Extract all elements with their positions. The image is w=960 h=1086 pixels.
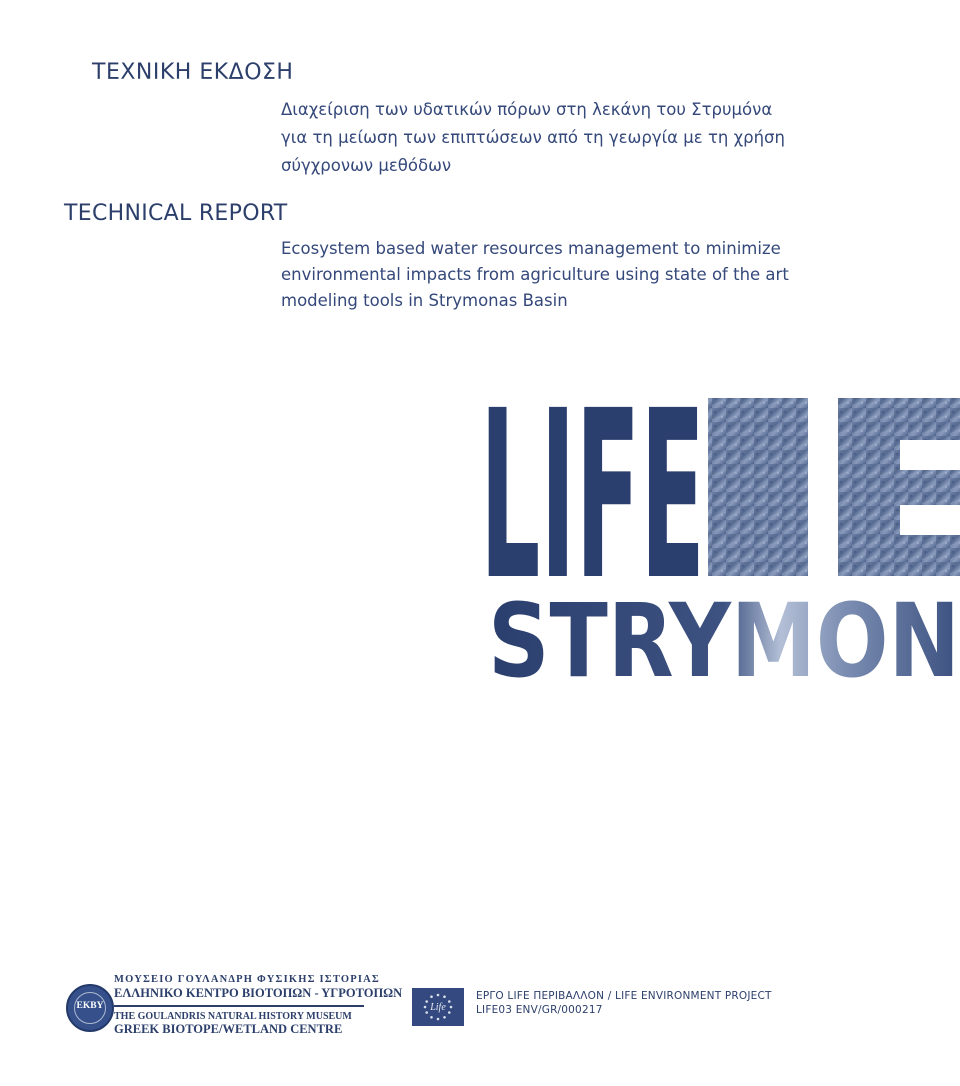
museum-name-english: THE GOULANDRIS NATURAL HISTORY MUSEUM	[114, 1010, 352, 1022]
english-title-line: environmental impacts from agriculture using state of the art	[281, 265, 789, 284]
ekby-emblem-icon	[66, 984, 114, 1032]
logo-strymon-text: STRYMON	[488, 582, 960, 685]
logo-f-gap-lower	[808, 490, 838, 576]
logo-strymon	[488, 582, 960, 685]
greek-title-line: Διαχείριση των υδατικών πόρων στη λεκάνη του Στρυμόνα	[281, 100, 773, 119]
english-report-title	[281, 236, 821, 314]
english-report-label: TECHNICAL REPORT	[64, 201, 288, 226]
museum-divider	[114, 1005, 364, 1007]
english-title-line: modeling tools in Strymonas Basin	[281, 291, 568, 310]
goulandris-museum-logo	[60, 972, 403, 1042]
eu-life-flag-icon	[412, 988, 464, 1026]
logo-e-gap-bottom	[900, 505, 960, 535]
life-script-text: Life	[430, 1002, 446, 1013]
center-name-english: GREEK BIOTOPE/WETLAND CENTRE	[114, 1021, 343, 1036]
emblem-text: EKBY	[76, 1001, 104, 1011]
project-code: LIFE03 ENV/GR/000217	[476, 1004, 603, 1016]
logo-e-photo	[838, 398, 960, 576]
logo-e-gap-top	[900, 440, 960, 470]
logo-life-text: LIFE	[480, 380, 705, 631]
greek-report-label: ΤΕΧΝΙΚΗ ΕΚΔΟΣΗ	[92, 60, 294, 85]
logo-f-photo	[708, 398, 808, 576]
center-name-greek: ΕΛΛΗΝΙΚΟ ΚΕΝΤΡΟ ΒΙΟΤΟΠΩΝ - ΥΓΡΟΤΟΠΩΝ	[114, 986, 403, 1000]
project-info	[476, 989, 772, 1017]
eu-stars-ring	[412, 988, 464, 1026]
museum-name-block	[114, 974, 402, 1037]
greek-title-line: σύγχρονων μεθόδων	[281, 156, 452, 175]
greek-report-title	[281, 96, 801, 180]
museum-name-greek: ΜΟΥΣΕΙΟ ΓΟΥΛΑΝΔΡΗ ΦΥΣΙΚΗΣ ΙΣΤΟΡΙΑΣ	[114, 974, 380, 985]
english-title-line: Ecosystem based water resources management to minimize	[281, 239, 781, 258]
project-title: ΕΡΓΟ LIFE ΠΕΡΙΒΑΛΛΟΝ / LIFE ENVIRONMENT PROJECT	[476, 990, 772, 1002]
life-strymon-logo	[460, 380, 960, 685]
greek-title-line: για τη μείωση των επιπτώσεων από τη γεωργία με τη χρήση	[281, 128, 785, 147]
